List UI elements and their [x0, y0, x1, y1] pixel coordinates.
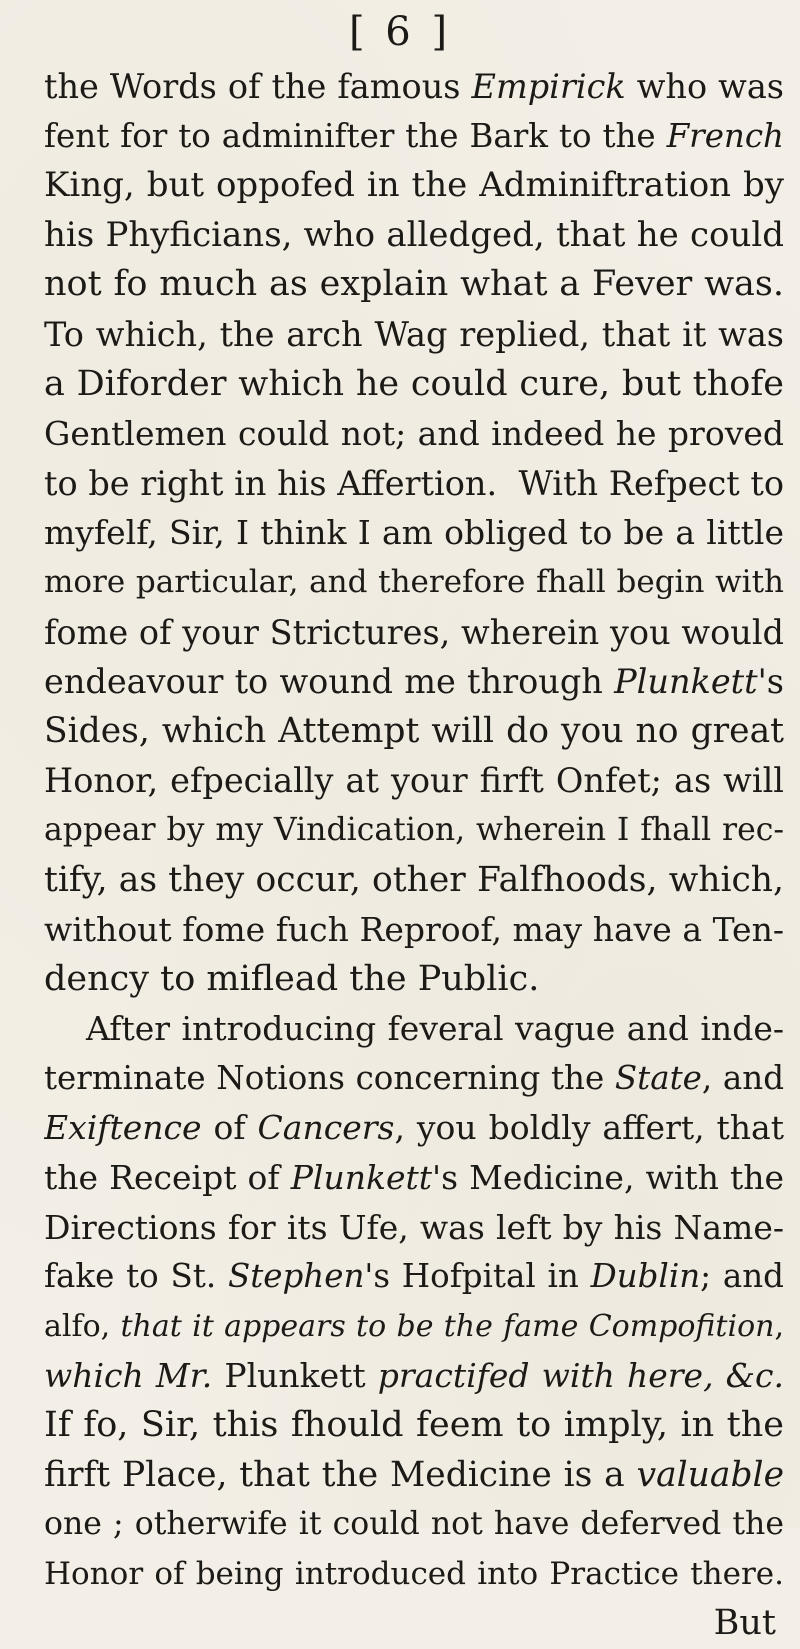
text-segment: ; and [700, 1257, 784, 1296]
text-line [44, 459, 784, 509]
text-segment: fake to St. [44, 1257, 228, 1296]
text-segment: a Diforder which he could cure, but thofe [44, 363, 784, 404]
text-segment: dency to miflead the Public. [44, 958, 540, 999]
text-line [44, 310, 784, 360]
text-line [44, 409, 784, 459]
text-segment: After introducing feveral vague and inde- [86, 1009, 784, 1049]
text-segment: Plunkett [212, 1356, 378, 1396]
italic-text: Exiftence [44, 1108, 202, 1148]
text-line [44, 756, 784, 806]
text-segment: fome of your Strictures, wherein you would [44, 612, 784, 652]
text-segment: firft Place, that the Medicine is a [44, 1454, 637, 1495]
page-number: [ 6 ] [348, 9, 452, 55]
text-line [44, 707, 784, 757]
text-segment: not fo much as explain what a Fever was. [44, 264, 784, 305]
text-line [44, 1500, 784, 1550]
text-segment: to be right in his Affertion. With Refpect to [44, 463, 784, 503]
italic-text: which Mr. [44, 1356, 213, 1396]
text-segment: endeavour to wound me through [44, 662, 615, 702]
text-segment: the Words of the famous [44, 67, 472, 106]
text-line [44, 211, 784, 261]
italic-text: that it appears to be the fame Compofition [120, 1308, 775, 1344]
text-segment: , and [701, 1058, 784, 1097]
text-line [44, 856, 784, 906]
text-segment: , you boldly affert, that [394, 1108, 784, 1148]
text-segment: Honor, efpecially at your firft Onfet; as will [44, 761, 784, 801]
text-line [44, 1550, 784, 1600]
italic-text: Cancers [257, 1108, 395, 1148]
text-line [44, 657, 784, 707]
text-line [44, 62, 784, 112]
text-segment: who was [625, 67, 784, 106]
text-line [44, 1103, 784, 1153]
text-line [44, 161, 784, 211]
text-line [44, 260, 784, 310]
body-text [44, 62, 784, 1649]
text-line [44, 1054, 784, 1104]
text-segment: Gentlemen could not; and indeed he proved [44, 414, 784, 454]
text-segment: Sides, which Attempt will do you no great [44, 710, 784, 751]
text-segment: 's Medicine, with the [432, 1158, 784, 1198]
text-segment: Honor of being introduced into Practice there. [44, 1555, 784, 1592]
text-segment: But [713, 1603, 776, 1644]
italic-text: valuable [636, 1454, 784, 1495]
text-segment: Directions for its Ufe, was left by his Name- [44, 1207, 784, 1247]
italic-text: Stephen [227, 1257, 365, 1296]
text-line [44, 558, 784, 608]
text-segment: , [774, 1308, 784, 1344]
text-line [44, 1004, 784, 1054]
text-segment: terminate Notions concerning the [44, 1058, 615, 1097]
text-line [44, 1451, 784, 1501]
italic-text: Plunkett [290, 1158, 433, 1198]
text-segment: myfelf, Sir, I think I am obliged to be a little [44, 513, 784, 553]
italic-text: Dublin [590, 1257, 701, 1296]
text-line [44, 508, 784, 558]
text-segment: appear by my Vindication, wherein I fhall rec- [44, 811, 784, 848]
text-segment: If fo, Sir, this fhould feem to imply, in the [44, 1405, 784, 1446]
text-segment: alfo, [44, 1308, 121, 1344]
italic-text: practifed with here, &c. [377, 1356, 784, 1396]
text-segment: his Phyficians, who alledged, that he could [44, 214, 784, 255]
catchword [44, 1599, 784, 1649]
text-segment: fent for to adminifter the Bark to the [44, 116, 667, 155]
italic-text: Empirick [471, 67, 626, 106]
text-segment: one ; otherwife it could not have deferved the [44, 1506, 784, 1543]
text-segment: tify, as they occur, other Falfhoods, which, [44, 859, 784, 900]
italic-text: French [666, 116, 784, 155]
text-line [44, 905, 784, 955]
text-line [44, 608, 784, 658]
text-line [44, 1203, 784, 1253]
text-segment: the Receipt of [44, 1158, 291, 1198]
text-line [44, 1153, 784, 1203]
text-line [44, 1302, 784, 1352]
text-segment: more particular, and therefore fhall begin with [44, 563, 784, 600]
text-line [44, 360, 784, 410]
text-segment: 's Hofpital in [364, 1257, 591, 1296]
text-line [44, 806, 784, 856]
text-segment: King, but oppofed in the Adminiftration by [44, 165, 784, 206]
italic-text: Plunkett [614, 662, 758, 702]
text-segment: 's [757, 662, 784, 702]
text-segment: without fome fuch Reproof, may have a Ten- [44, 910, 784, 950]
italic-text: State [614, 1058, 702, 1097]
text-line [44, 1401, 784, 1451]
text-segment: of [201, 1108, 258, 1148]
text-line [44, 1252, 784, 1302]
text-line [44, 1351, 784, 1401]
text-line [44, 112, 784, 162]
text-line [44, 955, 784, 1005]
text-segment: To which, the arch Wag replied, that it was [44, 314, 784, 354]
